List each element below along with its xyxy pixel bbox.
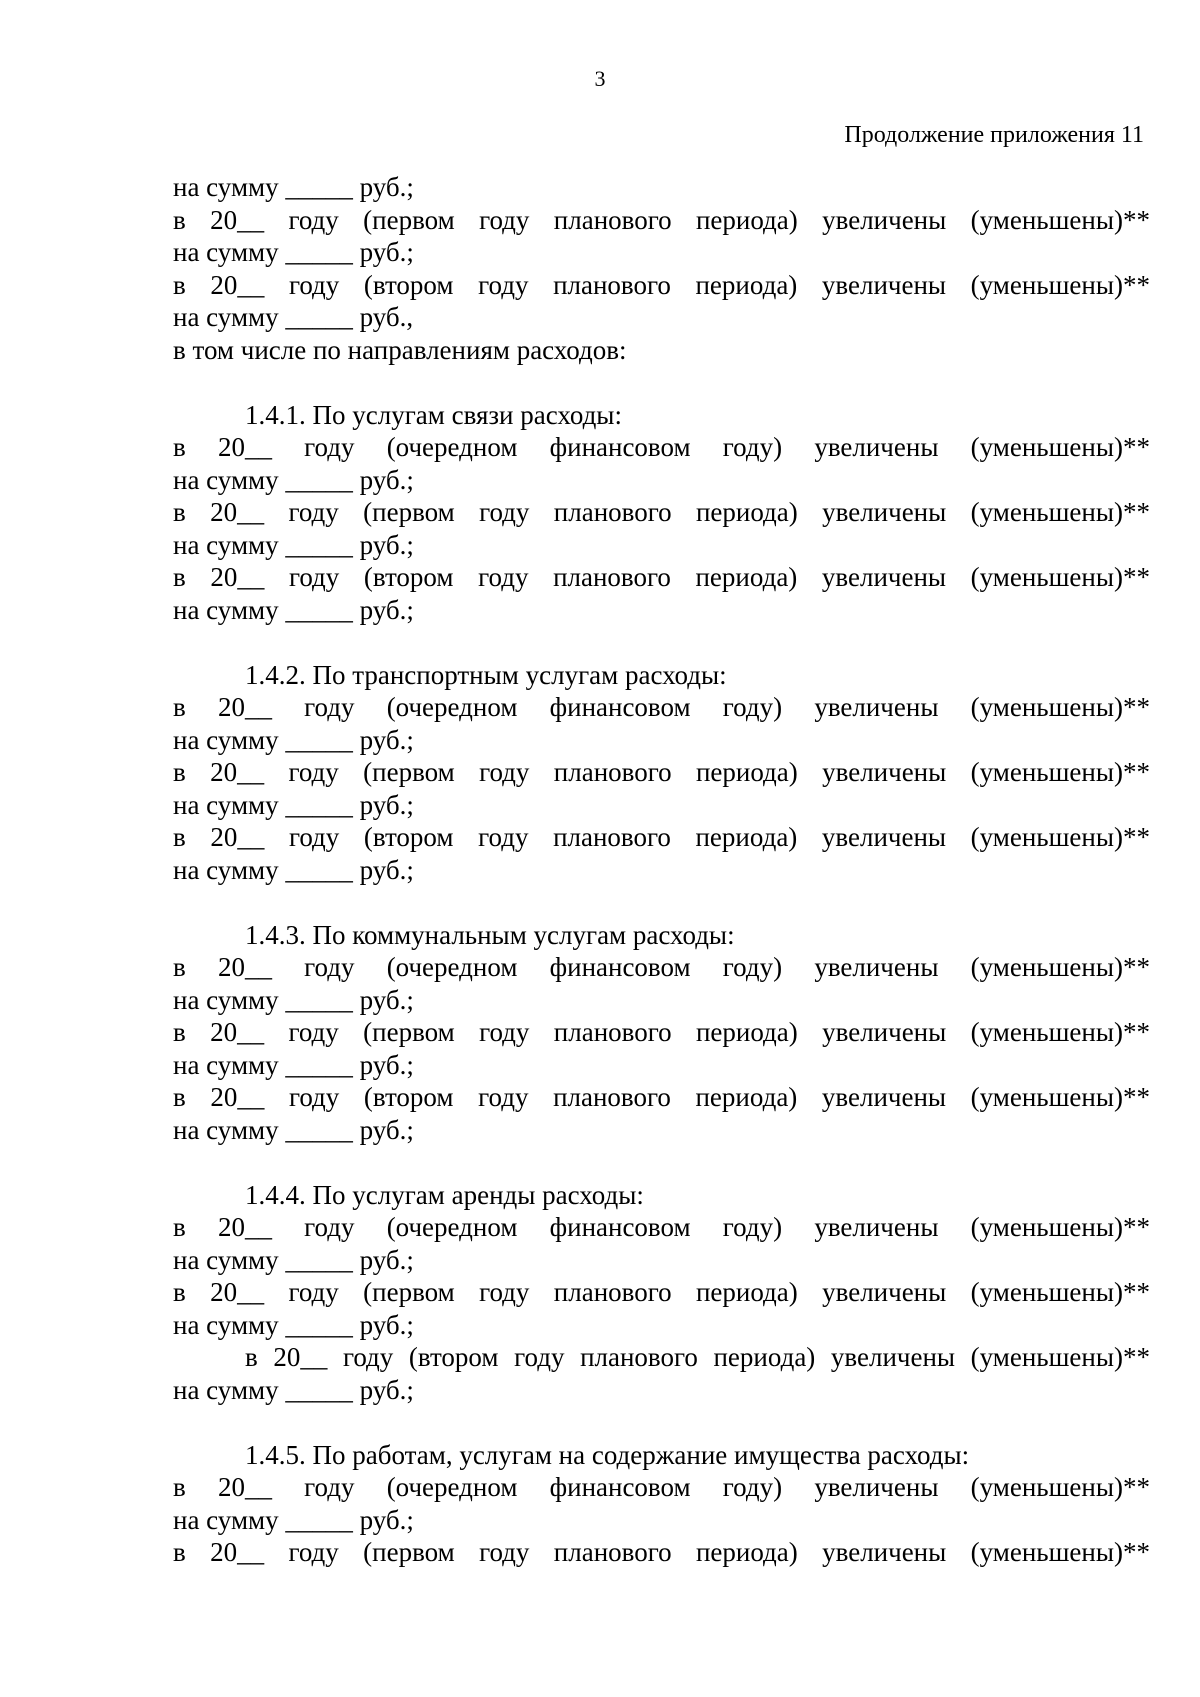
paragraph-gap: [173, 1406, 1150, 1439]
text-line: на сумму _____ руб.;: [173, 1049, 414, 1080]
text-line: на сумму _____ руб.;: [173, 984, 414, 1015]
word: финансовом: [549, 1472, 691, 1502]
word: 20__: [210, 562, 265, 592]
word: увеличены: [814, 1212, 939, 1242]
text-line: на сумму _____ руб.;: [173, 854, 414, 885]
justified-line: [173, 561, 1150, 594]
word: увеличены: [822, 497, 947, 527]
word: 20__: [217, 1212, 272, 1242]
word: планового: [553, 1537, 672, 1567]
text-line: на сумму _____ руб.;: [173, 1244, 414, 1275]
word: в: [173, 692, 186, 722]
justified-line: [173, 756, 1150, 789]
justified-line: [173, 951, 1150, 984]
word: 20__: [210, 497, 265, 527]
justified-line: [173, 204, 1150, 237]
paragraph-gap: [173, 1146, 1150, 1179]
text-line: на сумму _____ руб.;: [173, 237, 414, 267]
word: в: [173, 1212, 186, 1242]
word: 20__: [210, 822, 265, 852]
word: году: [342, 1342, 394, 1372]
word: в: [173, 822, 186, 852]
word: периода): [695, 497, 798, 527]
word: году: [304, 1472, 355, 1502]
word: планового: [553, 1082, 671, 1112]
word: году): [722, 952, 783, 982]
word: (уменьшены)**: [970, 204, 1150, 235]
word: увеличены: [822, 757, 947, 787]
word: 20__: [210, 757, 265, 787]
word: (первом: [363, 204, 455, 235]
word: году: [288, 822, 340, 852]
word: периода): [695, 757, 798, 787]
word: в: [173, 1277, 186, 1307]
justified-line: [173, 496, 1150, 529]
word: году: [288, 204, 339, 235]
text-line: на сумму _____ руб.;: [173, 724, 414, 755]
word: (уменьшены)**: [970, 692, 1150, 722]
word: 20__: [210, 1082, 265, 1112]
word: 20__: [217, 1472, 272, 1502]
section-heading: 1.4.5. По работам, услугам на содержание имущества расходы:: [245, 1439, 970, 1470]
paragraph-gap: [173, 886, 1150, 919]
word: в: [173, 497, 186, 527]
word: году: [288, 1082, 340, 1112]
word: (уменьшены)**: [970, 497, 1150, 527]
text-line: на сумму _____ руб.;: [173, 1309, 414, 1340]
word: увеличены: [822, 204, 947, 235]
word: году): [722, 692, 783, 722]
word: планового: [553, 204, 672, 235]
justified-line: [173, 1016, 1150, 1049]
justified-line: [173, 1276, 1150, 1309]
word: финансовом: [549, 692, 691, 722]
word: 20__: [217, 432, 272, 462]
word: (уменьшены)**: [970, 562, 1150, 592]
word: увеличены: [822, 1277, 947, 1307]
word: периода): [695, 1277, 798, 1307]
word: году: [304, 692, 355, 722]
paragraph-gap: [173, 626, 1150, 659]
word: увеличены: [814, 1472, 939, 1502]
word: в: [173, 757, 186, 787]
word: году: [304, 952, 355, 982]
word: (уменьшены)**: [970, 1017, 1150, 1047]
word: году): [722, 1472, 783, 1502]
word: периода): [695, 1017, 798, 1047]
word: финансовом: [549, 432, 691, 462]
word: году: [288, 497, 339, 527]
justified-line: [173, 1536, 1150, 1569]
word: (очередном: [386, 432, 518, 462]
word: 20__: [210, 204, 265, 235]
word: (очередном: [386, 1212, 518, 1242]
word: году): [722, 432, 783, 462]
word: увеличены: [821, 269, 947, 300]
word: (очередном: [386, 1472, 518, 1502]
word: в: [173, 1082, 186, 1112]
word: (первом: [363, 1537, 455, 1567]
word: планового: [553, 269, 671, 300]
word: 20__: [210, 1017, 265, 1047]
word: году): [722, 1212, 783, 1242]
word: году: [479, 497, 530, 527]
word: периода): [695, 1537, 798, 1567]
text-line: на сумму _____ руб.;: [173, 172, 414, 202]
justified-line: [173, 1211, 1150, 1244]
text-line: на сумму _____ руб.;: [173, 529, 414, 560]
justified-line: [173, 269, 1150, 302]
justified-line: [173, 431, 1150, 464]
word: (уменьшены)**: [970, 1472, 1150, 1502]
word: (первом: [363, 1017, 455, 1047]
word: году: [288, 562, 340, 592]
text-line: в том числе по направлениям расходов:: [173, 334, 627, 365]
word: 20__: [217, 952, 272, 982]
word: планового: [553, 1017, 672, 1047]
word: (уменьшены)**: [970, 1537, 1150, 1567]
word: (втором: [363, 822, 454, 852]
text-line: на сумму _____ руб.;: [173, 1114, 414, 1145]
word: году: [478, 562, 529, 592]
word: увеличены: [814, 692, 939, 722]
text-line: на сумму _____ руб.;: [173, 594, 414, 625]
word: (первом: [363, 757, 455, 787]
word: (уменьшены)**: [970, 432, 1150, 462]
word: увеличены: [814, 952, 939, 982]
word: году: [479, 1277, 530, 1307]
continuation-label: Продолжение приложения 11: [844, 122, 1144, 148]
word: (очередном: [386, 692, 518, 722]
word: (уменьшены)**: [970, 269, 1150, 300]
word: в: [173, 269, 186, 300]
word: (уменьшены)**: [970, 1082, 1150, 1112]
word: (уменьшены)**: [970, 822, 1150, 852]
word: (уменьшены)**: [970, 952, 1150, 982]
word: периода): [713, 1342, 816, 1372]
text-line: на сумму _____ руб.,: [173, 302, 414, 332]
word: году: [478, 1082, 529, 1112]
word: в: [173, 1017, 186, 1047]
word: периода): [695, 562, 798, 592]
justified-line: [173, 1081, 1150, 1114]
word: (втором: [363, 562, 454, 592]
word: (первом: [363, 497, 455, 527]
word: году: [479, 757, 530, 787]
word: в: [245, 1342, 258, 1372]
word: увеличены: [814, 432, 939, 462]
word: (втором: [363, 269, 454, 300]
word: 20__: [210, 1537, 265, 1567]
document-body: [173, 171, 1150, 1569]
justified-line: [173, 691, 1150, 724]
word: году: [479, 204, 530, 235]
word: году: [478, 269, 529, 300]
word: (уменьшены)**: [970, 1277, 1150, 1307]
word: финансовом: [549, 1212, 691, 1242]
word: (очередном: [386, 952, 518, 982]
justified-line: [173, 821, 1150, 854]
word: году: [479, 1017, 530, 1047]
word: финансовом: [549, 952, 691, 982]
word: 20__: [273, 1342, 328, 1372]
word: увеличены: [822, 1017, 947, 1047]
word: году: [288, 1537, 339, 1567]
word: году: [479, 1537, 530, 1567]
word: (втором: [408, 1342, 499, 1372]
page-number: 3: [594, 66, 606, 91]
word: увеличены: [822, 1537, 947, 1567]
word: планового: [553, 757, 672, 787]
justified-line: [173, 1471, 1150, 1504]
word: 20__: [217, 692, 272, 722]
word: планового: [553, 822, 671, 852]
word: в: [173, 432, 186, 462]
word: (первом: [363, 1277, 455, 1307]
word: (уменьшены)**: [970, 757, 1150, 787]
word: в: [173, 204, 186, 235]
section-heading: 1.4.3. По коммунальным услугам расходы:: [245, 919, 735, 950]
word: планового: [553, 497, 672, 527]
word: в: [173, 562, 186, 592]
word: году: [288, 269, 340, 300]
section-heading: 1.4.2. По транспортным услугам расходы:: [245, 659, 727, 690]
text-line: на сумму _____ руб.;: [173, 464, 414, 495]
word: периода): [695, 204, 798, 235]
word: в: [173, 952, 186, 982]
word: году: [304, 432, 355, 462]
word: 20__: [210, 269, 265, 300]
word: году: [478, 822, 529, 852]
word: увеличены: [830, 1342, 956, 1372]
word: увеличены: [821, 1082, 947, 1112]
text-line: на сумму _____ руб.;: [173, 1374, 414, 1405]
word: (втором: [363, 1082, 454, 1112]
section-heading: 1.4.4. По услугам аренды расходы:: [245, 1179, 644, 1210]
word: 20__: [210, 1277, 265, 1307]
word: увеличены: [821, 562, 947, 592]
word: в: [173, 1472, 186, 1502]
word: году: [304, 1212, 355, 1242]
paragraph-gap: [173, 366, 1150, 399]
text-line: на сумму _____ руб.;: [173, 789, 414, 820]
justified-line: [173, 1341, 1150, 1374]
word: периода): [695, 822, 798, 852]
section-heading: 1.4.1. По услугам связи расходы:: [245, 399, 622, 430]
word: году: [514, 1342, 565, 1372]
word: периода): [695, 269, 798, 300]
word: году: [288, 1017, 339, 1047]
word: планового: [553, 562, 671, 592]
word: в: [173, 1537, 186, 1567]
word: увеличены: [821, 822, 947, 852]
word: (уменьшены)**: [970, 1212, 1150, 1242]
word: году: [288, 757, 339, 787]
word: планового: [580, 1342, 698, 1372]
text-line: на сумму _____ руб.;: [173, 1504, 414, 1535]
word: году: [288, 1277, 339, 1307]
word: периода): [695, 1082, 798, 1112]
word: (уменьшены)**: [970, 1342, 1150, 1372]
word: планового: [553, 1277, 672, 1307]
